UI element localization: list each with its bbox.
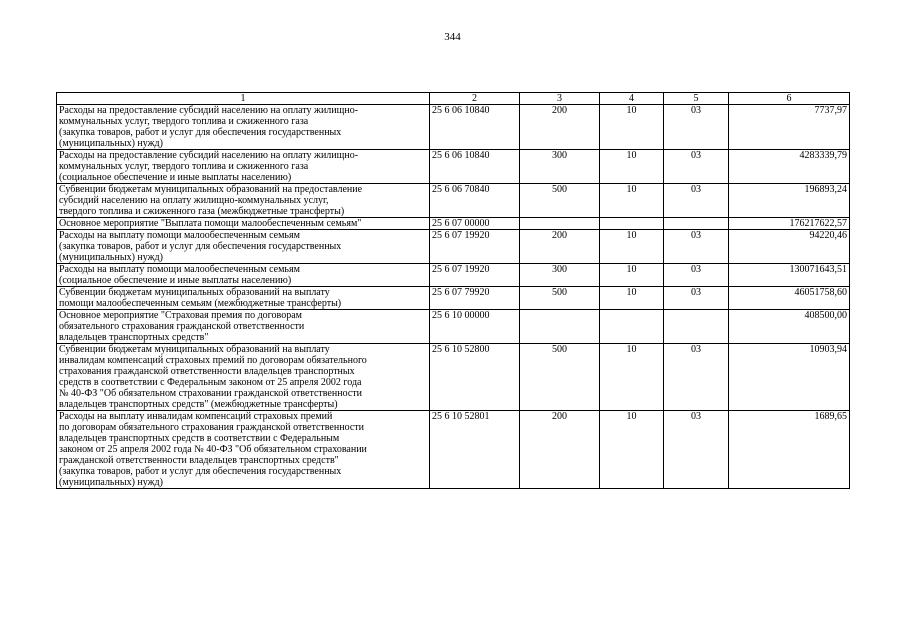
row-amount: 4283339,79 [729, 150, 850, 184]
row-target-code: 25 6 10 52800 [430, 344, 520, 411]
header-cell-3: 3 [520, 93, 600, 105]
page-number: 344 [444, 31, 461, 43]
table-row [57, 184, 850, 218]
header-row [57, 93, 850, 105]
row-description: Основное мероприятие "Выплата помощи малообеспеченным семьям" [57, 218, 430, 230]
row-subsection [664, 310, 729, 344]
row-amount: 10903,94 [729, 344, 850, 411]
row-section: 10 [600, 344, 664, 411]
row-section: 10 [600, 230, 664, 264]
table-row [57, 105, 850, 150]
row-description: Основное мероприятие "Страховая премия по договорам обязательного страхования гражданской ответственности владельцев транспортных средств" [57, 310, 430, 344]
row-target-code: 25 6 10 52801 [430, 411, 520, 489]
row-section: 10 [600, 411, 664, 489]
row-amount: 94220,46 [729, 230, 850, 264]
row-amount: 408500,00 [729, 310, 850, 344]
row-target-code: 25 6 07 00000 [430, 218, 520, 230]
row-target-code: 25 6 06 70840 [430, 184, 520, 218]
row-target-code: 25 6 06 10840 [430, 105, 520, 150]
row-description: Расходы на предоставление субсидий населению на оплату жилищно- коммунальных услуг, твердого топлива и сжиженного газа (закупка товаров, работ и услуг для обеспечения государственных (муниципальных) нужд) [57, 105, 430, 150]
row-description: Субвенции бюджетам муниципальных образований на выплату помощи малообеспеченным семьям (межбюджетные трансферты) [57, 287, 430, 310]
row-target-code: 25 6 07 19920 [430, 230, 520, 264]
row-target-code: 25 6 07 79920 [430, 287, 520, 310]
row-expense-type [520, 310, 600, 344]
row-expense-type: 300 [520, 264, 600, 287]
row-expense-type: 500 [520, 344, 600, 411]
row-expense-type: 500 [520, 287, 600, 310]
row-expense-type: 200 [520, 105, 600, 150]
row-amount: 196893,24 [729, 184, 850, 218]
row-subsection: 03 [664, 287, 729, 310]
row-subsection: 03 [664, 150, 729, 184]
row-target-code: 25 6 06 10840 [430, 150, 520, 184]
row-section: 10 [600, 287, 664, 310]
row-amount: 176217622,57 [729, 218, 850, 230]
table-row [57, 150, 850, 184]
table-row [57, 218, 850, 230]
budget-table [56, 92, 850, 489]
header-cell-1: 1 [57, 93, 430, 105]
row-section: 10 [600, 150, 664, 184]
header-cell-6: 6 [729, 93, 850, 105]
row-target-code: 25 6 10 00000 [430, 310, 520, 344]
row-subsection: 03 [664, 184, 729, 218]
row-description: Расходы на выплату помощи малообеспеченным семьям (закупка товаров, работ и услуг для обеспечения государственных (муниципальных) нужд) [57, 230, 430, 264]
table-row [57, 310, 850, 344]
row-description: Субвенции бюджетам муниципальных образований на выплату инвалидам компенсаций страховых премий по договорам обязательного страхования гражданской ответственности владельцев транспортных средств в соответствии с Федеральным законом от 25 апреля 2002 года № 40-ФЗ "Об обязательном страховании гражданской ответственности владельцев транспортных средств" (межбюджетные трансферты) [57, 344, 430, 411]
row-description: Субвенции бюджетам муниципальных образований на предоставление субсидий населению на оплату жилищно-коммунальных услуг, твердого топлива и сжиженного газа (межбюджетные трансферты) [57, 184, 430, 218]
row-subsection: 03 [664, 411, 729, 489]
row-section: 10 [600, 184, 664, 218]
row-description: Расходы на предоставление субсидий населению на оплату жилищно- коммунальных услуг, твердого топлива и сжиженного газа (социальное обеспечение и иные выплаты населению) [57, 150, 430, 184]
row-description: Расходы на выплату инвалидам компенсаций страховых премий по договорам обязательного страхования гражданской ответственности владельцев транспортных средств в соответствии с Федеральным законом от 25 апреля 2002 года № 40-ФЗ "Об обязательном страховании гражданской ответственности владельцев транспортных средств" (закупка товаров, работ и услуг для обеспечения государственных (муниципальных) нужд) [57, 411, 430, 489]
table-row [57, 411, 850, 489]
header-cell-5: 5 [664, 93, 729, 105]
table-row [57, 344, 850, 411]
row-description: Расходы на выплату помощи малообеспеченным семьям (социальное обеспечение и иные выплаты населению) [57, 264, 430, 287]
row-amount: 130071643,51 [729, 264, 850, 287]
row-section: 10 [600, 105, 664, 150]
table-row [57, 264, 850, 287]
row-section: 10 [600, 264, 664, 287]
table-row [57, 287, 850, 310]
row-subsection: 03 [664, 230, 729, 264]
row-subsection: 03 [664, 264, 729, 287]
row-section [600, 218, 664, 230]
row-expense-type: 200 [520, 411, 600, 489]
row-subsection [664, 218, 729, 230]
row-amount: 1689,65 [729, 411, 850, 489]
table-row [57, 230, 850, 264]
row-expense-type: 300 [520, 150, 600, 184]
row-amount: 46051758,60 [729, 287, 850, 310]
row-expense-type: 500 [520, 184, 600, 218]
header-cell-4: 4 [600, 93, 664, 105]
header-cell-2: 2 [430, 93, 520, 105]
row-subsection: 03 [664, 344, 729, 411]
row-section [600, 310, 664, 344]
row-target-code: 25 6 07 19920 [430, 264, 520, 287]
row-subsection: 03 [664, 105, 729, 150]
row-amount: 7737,97 [729, 105, 850, 150]
row-expense-type: 200 [520, 230, 600, 264]
row-expense-type [520, 218, 600, 230]
